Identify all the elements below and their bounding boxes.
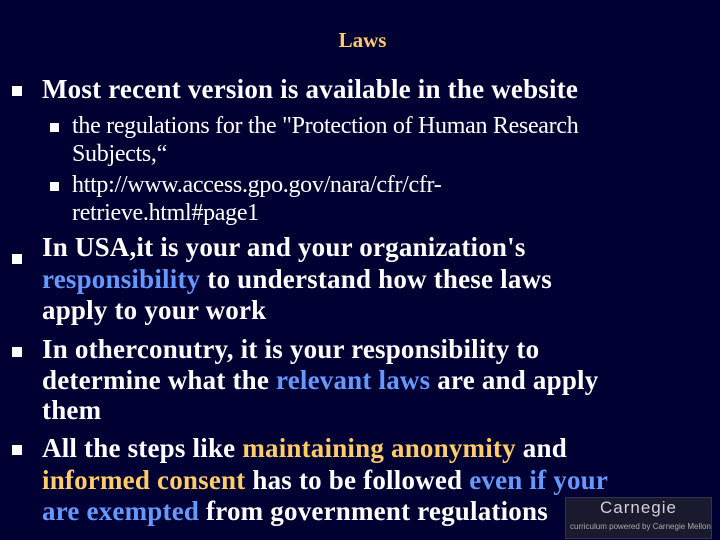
highlight-relevant-laws: relevant laws — [276, 365, 431, 395]
bullet-3-line-1: In otherconutry, it is your responsibility to — [42, 334, 540, 364]
bullet-3-line-2 — [42, 365, 598, 396]
slide-title: Laws — [338, 28, 387, 52]
bullet-3-line-2-start: determine what the — [42, 365, 276, 395]
bullet-marker — [12, 254, 22, 264]
highlight-maintaining-anonymity: maintaining anonymity — [242, 433, 516, 463]
bullet-2-line-2 — [42, 264, 552, 295]
bullet-marker — [12, 347, 22, 357]
bullet-2-line-3: apply to your work — [42, 295, 267, 325]
bullet-4-line-1 — [42, 433, 567, 464]
bullet-4-line-1-start: All the steps like — [42, 433, 243, 463]
bullet-4-line-3-end: from government regulations — [199, 496, 548, 526]
logo-text: Carnegie — [600, 498, 677, 517]
bullet-4-line-2 — [42, 465, 608, 496]
highlight-are-exempted: are exempted — [42, 496, 200, 526]
bullet-marker — [12, 86, 22, 96]
sub-bullet-2-line-1: http://www.access.gpo.gov/nara/cfr/cfr- — [72, 172, 442, 198]
bullet-2-line-2-rest: to understand how these laws — [200, 264, 552, 294]
sub-bullet-marker — [50, 123, 59, 132]
logo-subtext: curriculum powered by Carnegie Mellon — [570, 522, 711, 531]
sub-bullet-marker — [50, 182, 59, 191]
highlight-responsibility: responsibility — [42, 264, 201, 294]
carnegie-logo — [565, 497, 712, 539]
sub-bullet-1-line-2: Subjects,“ — [72, 141, 167, 167]
bullet-4-line-3 — [42, 496, 548, 527]
highlight-even-if-your: even if your — [469, 465, 609, 495]
sub-bullet-1-line-1: the regulations for the "Protection of Human Research — [72, 113, 579, 139]
bullet-4-line-1-end: and — [515, 433, 567, 463]
sub-bullet-2-line-2: retrieve.html#page1 — [72, 200, 259, 226]
bullet-3-line-2-end: are and apply — [430, 365, 599, 395]
bullet-4-line-2-mid: has to be followed — [245, 465, 470, 495]
bullet-1-text: Most recent version is available in the website — [42, 74, 579, 104]
bullet-marker — [12, 445, 22, 455]
bullet-2-line-1: In USA,it is your and your organization's — [42, 232, 526, 262]
bullet-3-line-3: them — [42, 395, 102, 425]
highlight-informed-consent: informed consent — [42, 465, 246, 495]
